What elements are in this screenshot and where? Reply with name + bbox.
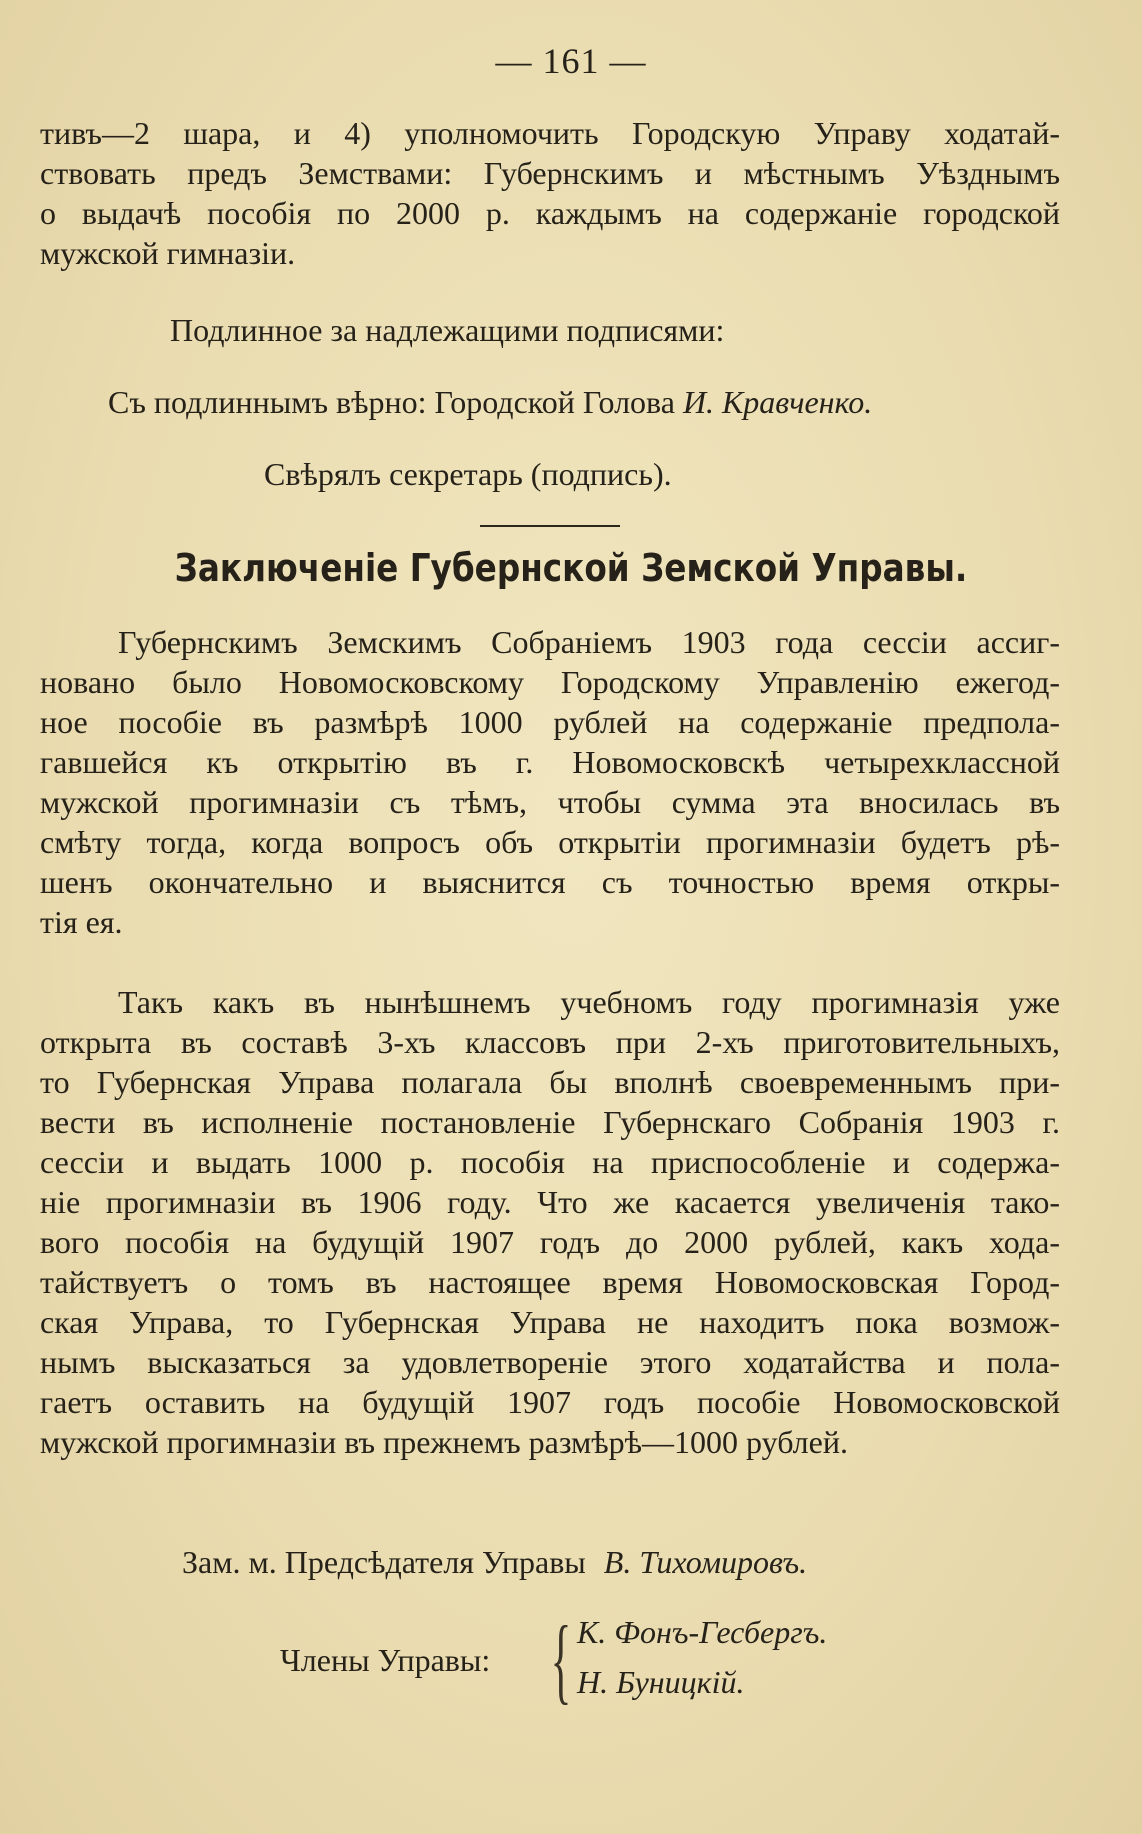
text-line: сессіи и выдать 1000 р. пособія на приспособленіе и содержа- [40,1144,1060,1180]
members-label: Члены Управы: [280,1642,491,1678]
text-line: ская Управа, то Губернская Управа не находитъ пока возмож- [40,1304,1060,1340]
text-line: открыта въ составѣ 3-хъ классовъ при 2-хъ приготовительныхъ, [40,1024,1060,1060]
certified-line [40,382,1060,422]
text-line: тивъ—2 шара, и 4) уполномочить Городскую Управу ходатай- [40,115,1060,151]
mayor-signature: И. Кравченко. [682,384,873,420]
text-line: тія ея. [40,904,123,940]
deputy-signature-line [40,1542,1060,1582]
member-signature: Н. Буницкій. [577,1664,745,1700]
original-signed-text: Подлинное за надлежащими подписями: [170,312,725,348]
checked-line [40,454,1060,494]
text-line: ствовать предъ Земствами: Губернскимъ и мѣстнымъ Уѣзднымъ [40,155,1060,191]
deputy-signature: В. Тихомировъ. [603,1544,808,1580]
text-line: шенъ окончательно и выяснится съ точностью время откры- [40,864,1060,900]
text-line: новано было Новомосковскому Городскому Управленію ежегод- [40,664,1060,700]
text-line: вести въ исполненіе постановленіе Губернскаго Собранія 1903 г. [40,1104,1060,1140]
text-line: нымъ высказаться за удовлетвореніе этого ходатайства и пола- [40,1344,1060,1380]
paragraph-2 [40,982,1060,1462]
paragraph-1 [40,622,1060,942]
text-line: мужской гимназіи. [40,235,296,271]
text-line: мужской прогимназіи въ прежнемъ размѣрѣ—1000 рублей. [40,1424,848,1460]
original-signed-line [40,310,1060,350]
checked-text: Свѣрялъ секретарь (подпись). [264,456,672,492]
brace-glyph: { [550,1606,572,1713]
page-number: — 161 — [495,41,647,81]
certified-prefix: Съ подлиннымъ вѣрно: Городской Голова [108,384,675,420]
text-line: Такъ какъ въ нынѣшнемъ учебномъ году прогимназія уже [118,984,1060,1020]
deputy-prefix: Зам. м. Предсѣдателя Управы [182,1544,586,1580]
text-line: тайствуетъ о томъ въ настоящее время Новомосковская Город- [40,1264,1060,1300]
section-divider [480,525,620,527]
text-line: то Губернская Управа полагала бы вполнѣ своевременнымъ при- [40,1064,1060,1100]
text-line: о выдачѣ пособія по 2000 р. каждымъ на содержаніе городской [40,195,1060,231]
text-line: ніе прогимназіи въ 1906 году. Что же касается увеличенія тако- [40,1184,1060,1220]
text-line: смѣту тогда, когда вопросъ объ открытіи прогимназіи будетъ рѣ- [40,824,1060,860]
member-signature: К. Фонъ-Гесбергъ. [577,1614,828,1650]
text-line: вого пособія на будущій 1907 годъ до 2000 рублей, какъ хода- [40,1224,1060,1260]
text-line: гаетъ оставить на будущій 1907 годъ пособіе Новомосковской [40,1384,1060,1420]
text-line: гавшейся къ открытію въ г. Новомосковскѣ четырехклассной [40,744,1060,780]
section-heading: Заключеніе Губернской Земской Управы. [174,546,968,590]
top-paragraph [40,113,1060,273]
text-line: Губернскимъ Земскимъ Собраніемъ 1903 года сессіи ассиг- [118,624,1060,660]
text-line: мужской прогимназіи съ тѣмъ, чтобы сумма эта вносилась въ [40,784,1060,820]
text-line: ное пособіе въ размѣрѣ 1000 рублей на содержаніе предпола- [40,704,1060,740]
